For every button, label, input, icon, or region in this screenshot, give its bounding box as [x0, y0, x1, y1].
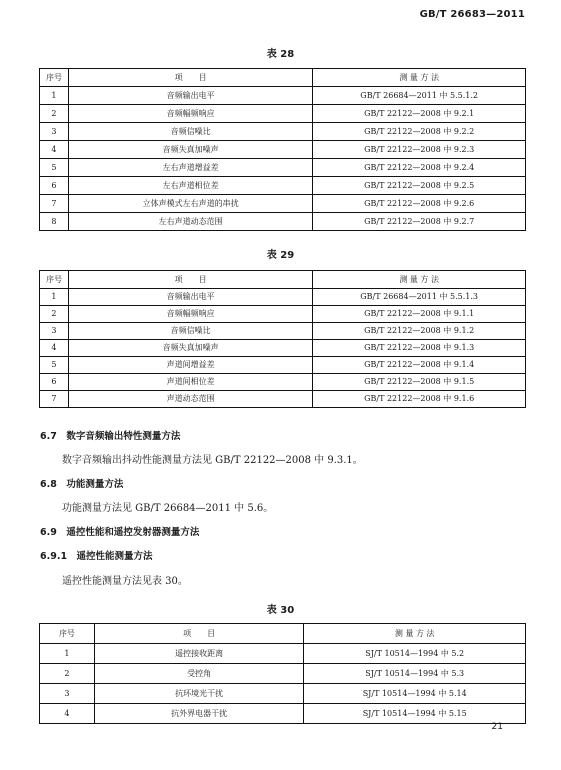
table-row [40, 644, 526, 664]
cell-method: SJ/T 10514—1994 中 5.3 [304, 664, 526, 684]
cell-method: GB/T 22122—2008 中 9.1.5 [313, 374, 526, 391]
section-6-8-text: 功能测量方法见 GB/T 26684—2011 中 5.6。 [62, 503, 274, 514]
cell-method: GB/T 22122—2008 中 9.1.4 [313, 357, 526, 374]
table-30-caption: 表 30 [266, 605, 295, 616]
table-row [40, 105, 526, 123]
cell-method: GB/T 22122—2008 中 9.2.3 [313, 141, 526, 159]
cell-no: 5 [40, 357, 69, 374]
table-29-caption: 表 29 [266, 250, 295, 261]
cell-method: SJ/T 10514—1994 中 5.14 [304, 684, 526, 704]
cell-item: 音频幅频响应 [68, 105, 312, 123]
cell-method: GB/T 22122—2008 中 9.1.3 [313, 340, 526, 357]
table-row [40, 141, 526, 159]
cell-item: 立体声模式左右声道的串扰 [68, 195, 312, 213]
table-row [40, 323, 526, 340]
table-row [40, 195, 526, 213]
cell-method: GB/T 22122—2008 中 9.2.2 [313, 123, 526, 141]
col-header-item: 项 目 [68, 271, 312, 289]
cell-no: 2 [40, 306, 69, 323]
cell-method: GB/T 26684—2011 中 5.5.1.3 [313, 289, 526, 306]
table-row [40, 87, 526, 105]
cell-no: 7 [40, 195, 69, 213]
cell-item: 受控角 [94, 664, 304, 684]
cell-method: GB/T 22122—2008 中 9.2.7 [313, 213, 526, 231]
cell-item: 音频信噪比 [68, 123, 312, 141]
cell-method: GB/T 22122—2008 中 9.2.1 [313, 105, 526, 123]
cell-item: 声道间增益差 [68, 357, 312, 374]
section-6-8-title: 6.8 功能测量方法 [40, 479, 124, 490]
table-row [40, 159, 526, 177]
table-row [40, 306, 526, 323]
cell-no: 2 [40, 105, 69, 123]
col-header-no: 序号 [40, 69, 69, 87]
cell-method: GB/T 22122—2008 中 9.1.1 [313, 306, 526, 323]
table-row [40, 374, 526, 391]
cell-method: GB/T 22122—2008 中 9.1.2 [313, 323, 526, 340]
cell-item: 抗环境光干扰 [94, 684, 304, 704]
cell-no: 7 [40, 391, 69, 408]
col-header-no: 序号 [40, 624, 95, 644]
cell-no: 3 [40, 323, 69, 340]
table-28-caption: 表 28 [266, 49, 295, 60]
page-number: 21 [491, 722, 503, 732]
table-row [40, 664, 526, 684]
cell-item: 左右声道增益差 [68, 159, 312, 177]
table-row [40, 684, 526, 704]
cell-no: 4 [40, 141, 69, 159]
table-row [40, 391, 526, 408]
cell-item: 音频幅频响应 [68, 306, 312, 323]
cell-no: 1 [40, 87, 69, 105]
section-6-9-1-title: 6.9.1 遥控性能测量方法 [40, 551, 153, 562]
table-row [40, 340, 526, 357]
cell-item: 声道动态范围 [68, 391, 312, 408]
table-row [40, 289, 526, 306]
cell-item: 声道间相位差 [68, 374, 312, 391]
col-header-no: 序号 [40, 271, 69, 289]
cell-no: 4 [40, 340, 69, 357]
cell-method: GB/T 26684—2011 中 5.5.1.2 [313, 87, 526, 105]
cell-method: GB/T 22122—2008 中 9.2.5 [313, 177, 526, 195]
cell-method: GB/T 22122—2008 中 9.2.4 [313, 159, 526, 177]
col-header-item: 项 目 [94, 624, 304, 644]
col-header-item: 项 目 [68, 69, 312, 87]
table-row [40, 213, 526, 231]
table-30 [39, 623, 526, 724]
table-29 [39, 270, 526, 408]
cell-item: 遥控接收距离 [94, 644, 304, 664]
cell-no: 5 [40, 159, 69, 177]
cell-no: 1 [40, 644, 95, 664]
cell-no: 2 [40, 664, 95, 684]
cell-no: 1 [40, 289, 69, 306]
col-header-method: 测 量 方 法 [304, 624, 526, 644]
table-row [40, 704, 526, 724]
cell-item: 音频输出电平 [68, 289, 312, 306]
cell-item: 音频输出电平 [68, 87, 312, 105]
col-header-method: 测 量 方 法 [313, 69, 526, 87]
cell-item: 音频失真加噪声 [68, 141, 312, 159]
section-6-9-1-text: 遥控性能测量方法见表 30。 [62, 576, 188, 587]
cell-no: 8 [40, 213, 69, 231]
cell-method: SJ/T 10514—1994 中 5.15 [304, 704, 526, 724]
section-6-7-text: 数字音频输出抖动性能测量方法见 GB/T 22122—2008 中 9.3.1。 [62, 455, 363, 466]
cell-method: GB/T 22122—2008 中 9.1.6 [313, 391, 526, 408]
table-row [40, 177, 526, 195]
cell-no: 6 [40, 177, 69, 195]
standard-header: GB/T 26683—2011 [419, 9, 525, 20]
cell-method: SJ/T 10514—1994 中 5.2 [304, 644, 526, 664]
cell-item: 音频失真加噪声 [68, 340, 312, 357]
cell-method: GB/T 22122—2008 中 9.2.6 [313, 195, 526, 213]
table-28 [39, 68, 526, 231]
cell-item: 音频信噪比 [68, 323, 312, 340]
cell-item: 抗外界电器干扰 [94, 704, 304, 724]
table-row [40, 123, 526, 141]
col-header-method: 测 量 方 法 [313, 271, 526, 289]
section-6-9-title: 6.9 遥控性能和遥控发射器测量方法 [40, 527, 200, 538]
table-row [40, 357, 526, 374]
cell-no: 3 [40, 684, 95, 704]
cell-no: 3 [40, 123, 69, 141]
cell-item: 左右声道动态范围 [68, 213, 312, 231]
cell-item: 左右声道相位差 [68, 177, 312, 195]
cell-no: 4 [40, 704, 95, 724]
cell-no: 6 [40, 374, 69, 391]
section-6-7-title: 6.7 数字音频输出特性测量方法 [40, 431, 181, 442]
